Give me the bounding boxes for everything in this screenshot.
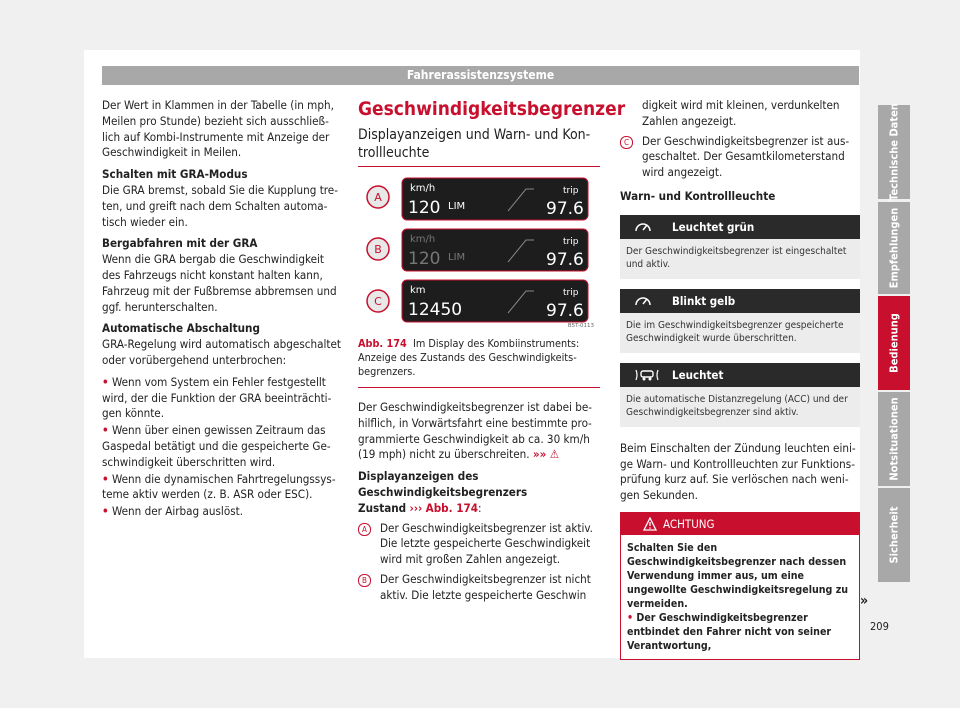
svg-text:trip: trip (563, 288, 579, 298)
caption-text: Im Display des Kombiinstruments: Anzeige des Zustands des Geschwindigkeitsbegrenzers. (358, 337, 580, 378)
warning-body: Schalten Sie den Geschwindigkeitsbegrenzer nach dessen Verwendung immer aus, um eine ungewollte Geschwindigkeitsregelung zu vermeiden. • Der Geschwindigkeitsbegrenzer entbindet den Fahrer nicht von seiner Verantwortung, (621, 535, 859, 659)
continue-arrow-inline: »» (532, 447, 547, 462)
lamp-box-green: Leuchtet grün Der Geschwindigkeitsbegrenzer ist eingeschaltet und aktiv. (620, 215, 860, 279)
subsection-title: Displayanzeigen und Warn- und Kontrollleuchte (358, 126, 600, 167)
tab-empfehlungen[interactable]: Empfehlungen (878, 202, 910, 294)
tab-technische-daten[interactable]: Technische Daten (878, 105, 910, 199)
ignition-paragraph: Beim Einschalten der Zündung leuchten einige Warn- und Kontrollleuchten zur Funktionsprüfung kurz auf. Sie verlöschen nach wenigen Sekunden. (620, 440, 856, 503)
svg-text:B: B (374, 243, 382, 256)
page-number: 209 (870, 620, 889, 633)
heading-gra-mode: Schalten mit GRA-Modus (102, 167, 248, 182)
zustand-figure-ref: Abb. 174 (425, 500, 479, 515)
bullet-item: • Wenn über einen gewissen Zeitraum das Gaspedal betätigt und die gespeicherte Geschwindigkeit überschritten wird. (102, 423, 331, 469)
display-panel-c (367, 280, 588, 322)
bullet-item: • Wenn der Airbag auslöst. (102, 504, 244, 519)
svg-text:LIM: LIM (448, 252, 466, 263)
column-right (620, 98, 860, 660)
letter-badge: A (358, 523, 371, 536)
tab-bedienung[interactable]: Bedienung (878, 296, 910, 390)
svg-text:97.6: 97.6 (546, 301, 584, 321)
tab-notsituationen[interactable]: Notsituationen (878, 392, 910, 486)
svg-text:km/h: km/h (410, 234, 436, 245)
figure-code: B5T-0113 (567, 323, 594, 329)
state-item-b: B Der Geschwindigkeitsbegrenzer ist nicht aktiv. Die letzte gespeicherte Geschwin (358, 572, 600, 604)
svg-text:trip: trip (563, 237, 579, 247)
lamp-box-yellow: Blinkt gelb Die im Geschwindigkeitsbegrenzer gespeicherte Geschwindigkeit wurde überschritten. (620, 289, 860, 353)
figure-ref: Abb. 174 (358, 337, 407, 350)
lamp-description: Die automatische Distanzregelung (ACC) und der Geschwindigkeitsbegrenzer sind aktiv. (620, 387, 860, 427)
heading-downhill: Bergabfahren mit der GRA (102, 236, 258, 251)
svg-text:km/h: km/h (410, 183, 436, 194)
display-panel-a (367, 178, 588, 220)
warning-header: ACHTUNG (621, 513, 859, 535)
paragraph-auto-off: GRA-Regelung wird automatisch abgeschaltet oder vorübergehend unterbrochen: (102, 337, 342, 367)
bullet-item: • Wenn vom System ein Fehler festgestellt wird, der die Funktion der GRA beeinträchtigen könnte. (102, 374, 332, 421)
column-left (102, 98, 342, 521)
bullet-item: • Wenn die dynamischen Fahrtregelungssysteme aktiv werden (z. B. ASR oder ESC). (102, 471, 336, 502)
zustand-line: Zustand ››› Abb. 174: (358, 500, 482, 515)
lamp-description: Die im Geschwindigkeitsbegrenzer gespeicherte Geschwindigkeit wurde überschritten. (620, 313, 860, 353)
zustand-arrow: ››› (409, 500, 423, 515)
state-item-c: C Der Geschwindigkeitsbegrenzer ist ausgeschaltet. Der Gesamtkilometerstand wird angezeigt. (620, 134, 860, 181)
letter-badge: B (358, 574, 371, 587)
lamp-description: Der Geschwindigkeitsbegrenzer ist eingeschaltet und aktiv. (620, 239, 860, 279)
figure-caption (358, 337, 600, 388)
display-illustration (358, 175, 600, 329)
section-title: Geschwindigkeitsbegrenzer (358, 98, 626, 120)
speedometer-icon (634, 293, 652, 317)
intro-paragraph: Der Wert in Klammen in der Tabelle (in mph, Meilen pro Stunde) bezieht sich ausschließlich auf Kombi-Instrumente mit Anzeige der Geschwindigkeit in Meilen. (102, 98, 334, 160)
lamp-box-acc: Leuchtet Die automatische Distanzregelung (ACC) und der Geschwindigkeitsbegrenzer sind aktiv. (620, 363, 860, 427)
svg-text:97.6: 97.6 (546, 250, 584, 270)
svg-text:12450: 12450 (408, 300, 463, 320)
svg-text:120: 120 (408, 249, 441, 269)
letter-badge: C (620, 136, 633, 149)
svg-text:trip: trip (563, 186, 579, 196)
state-item-b-continued: digkeit wird mit kleinen, verdunkelten Zahlen angezeigt. (642, 98, 840, 128)
svg-text:97.6: 97.6 (546, 199, 584, 219)
state-item-a: A Der Geschwindigkeitsbegrenzer ist aktiv. Die letzte gespeicherte Geschwindigkeit wird mit großen Zahlen angezeigt. (358, 521, 600, 568)
display-panel-b (367, 229, 588, 271)
paragraph-downhill: Wenn die GRA bergab die Geschwindigkeit des Fahrzeugs nicht konstant halten kann, Fahrzeug mit der Fußbremse abbremsen und ggf. herunterschalten. (102, 252, 337, 314)
heading-lamps: Warn- und Kontrollleuchte (620, 188, 776, 203)
figure-display-panels (358, 175, 600, 329)
warning-box (620, 512, 860, 660)
tab-sicherheit[interactable]: Sicherheit (878, 488, 910, 582)
svg-text:C: C (374, 295, 382, 308)
warning-triangle-icon: ⚠ (549, 447, 560, 462)
speedometer-icon (634, 219, 652, 243)
heading-display-states: Displayanzeigen des Geschwindigkeitsbegrenzers (358, 469, 528, 499)
acc-car-icon (634, 367, 660, 391)
chapter-header: Fahrerassistenzsysteme (102, 66, 859, 85)
paragraph-gra-mode: Die GRA bremst, sobald Sie die Kupplung treten, und greift nach dem Schalten automatisch wieder ein. (102, 182, 338, 229)
heading-auto-off: Automatische Abschaltung (102, 321, 260, 336)
warning-triangle-icon (643, 516, 657, 538)
limiter-intro-paragraph: Der Geschwindigkeitsbegrenzer ist dabei behilflich, in Vorwärtsfahrt eine bestimmte programmierte Geschwindigkeit ab ca. 30 km/h (19 mph) nicht zu überschreiten. »» ⚠ (358, 400, 593, 462)
svg-text:LIM: LIM (448, 201, 466, 212)
svg-text:120: 120 (408, 198, 441, 218)
column-middle (358, 98, 626, 608)
continue-arrow: » (860, 593, 869, 609)
svg-text:km: km (410, 285, 426, 296)
svg-text:A: A (374, 191, 382, 204)
